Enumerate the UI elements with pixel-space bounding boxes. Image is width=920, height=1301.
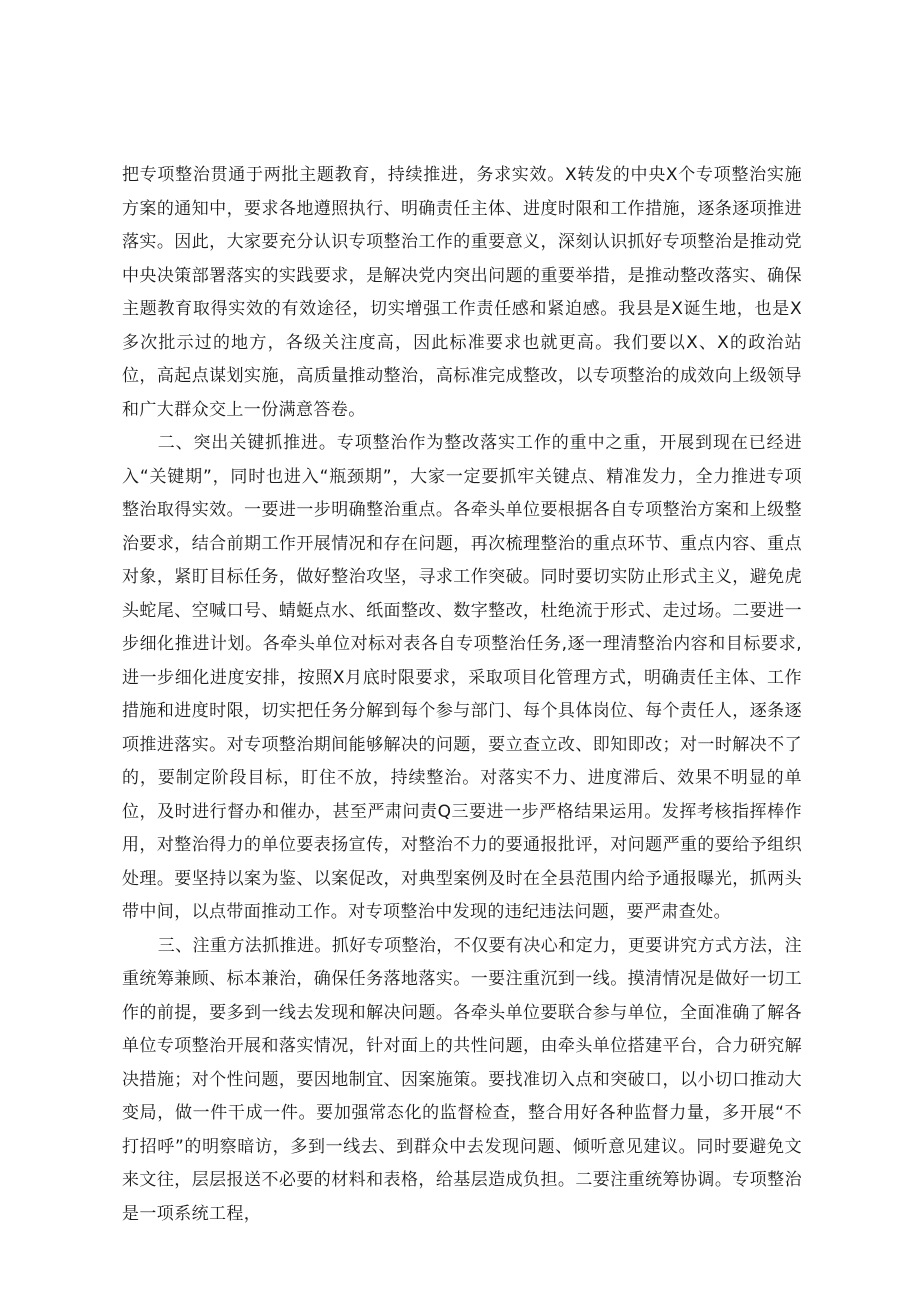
document-body bbox=[122, 159, 802, 1231]
paragraph-2: 二、突出关键抓推进。专项整治作为整改落实工作的重中之重，开展到现在已经进入“关键期”，同时也进入“瓶颈期”，大家一定要抓牢关键点、精准发力，全力推进专项整治取得实效。一要进一步明确整治重点。各牵头单位要根据各自专项整治方案和上级整治要求，结合前期工作开展情况和存在问题，再次梳理整治的重点环节、重点内容、重点对象，紧盯目标任务，做好整治攻坚，寻求工作突破。同时要切实防止形式主义，避免虎头蛇尾、空喊口号、蜻蜓点水、纸面整改、数字整改，杜绝流于形式、走过场。二要进一步细化推进计划。各牵头单位对标对表各自专项整治任务,逐一理清整治内容和目标要求,进一步细化进度安排，按照X月底时限要求，采取项目化管理方式，明确责任主体、工作措施和进度时限，切实把任务分解到每个参与部门、每个具体岗位、每个责任人，逐条逐项推进落实。对专项整治期间能够解决的问题，要立查立改、即知即改；对一时解决不了的，要制定阶段目标，盯住不放，持续整治。对落实不力、进度滞后、效果不明显的单位，及时进行督办和催办，甚至严肃问责Q三要进一步严格结果运用。发挥考核指挥棒作用，对整治得力的单位要表扬宣传，对整治不力的要通报批评，对问题严重的要给予组织处理。要坚持以案为鉴、以案促改，对典型案例及时在全县范围内给予通报曝光，抓两头带中间，以点带面推动工作。对专项整治中发现的违纪违法问题，要严肃查处。 bbox=[122, 433, 802, 922]
paragraph-1: 把专项整治贯通于两批主题教育，持续推进，务求实效。X转发的中央X个专项整治实施方案的通知中，要求各地遵照执行、明确责任主体、进度时限和工作措施，逐条逐项推进落实。因此，大家要充分认识专项整治工作的重要意义，深刻认识抓好专项整治是推动党中央决策部署落实的实践要求，是解决党内突出问题的重要举措，是推动整改落实、确保主题教育取得实效的有效途径，切实增强工作责任感和紧迫感。我县是X诞生地，也是X多次批示过的地方，各级关注度高，因此标准要求也就更高。我们要以X、X的政治站位，高起点谋划实施，高质量推动整治，高标准完成整改，以专项整治的成效向上级领导和广大群众交上一份满意答卷。 bbox=[122, 165, 802, 420]
paragraph-3: 三、注重方法抓推进。抓好专项整治，不仅要有决心和定力，更要讲究方式方法，注重统筹兼顾、标本兼治，确保任务落地落实。一要注重沉到一线。摸清情况是做好一切工作的前提，要多到一线去发现和解决问题。各牵头单位要联合参与单位，全面准确了解各单位专项整治开展和落实情况，针对面上的共性问题，由牵头单位搭建平台，合力研究解决措施；对个性问题，要因地制宜、因案施策。要找准切入点和突破口，以小切口推动大变局，做一件干成一件。要加强常态化的监督检查，整合用好各种监督力量，多开展“不打招呼”的明察暗访，多到一线去、到群众中去发现问题、倾听意见建议。同时要避免文来文往，层层报送不必要的材料和表格，给基层造成负担。二要注重统筹协调。专项整治是一项系统工程， bbox=[122, 935, 802, 1224]
